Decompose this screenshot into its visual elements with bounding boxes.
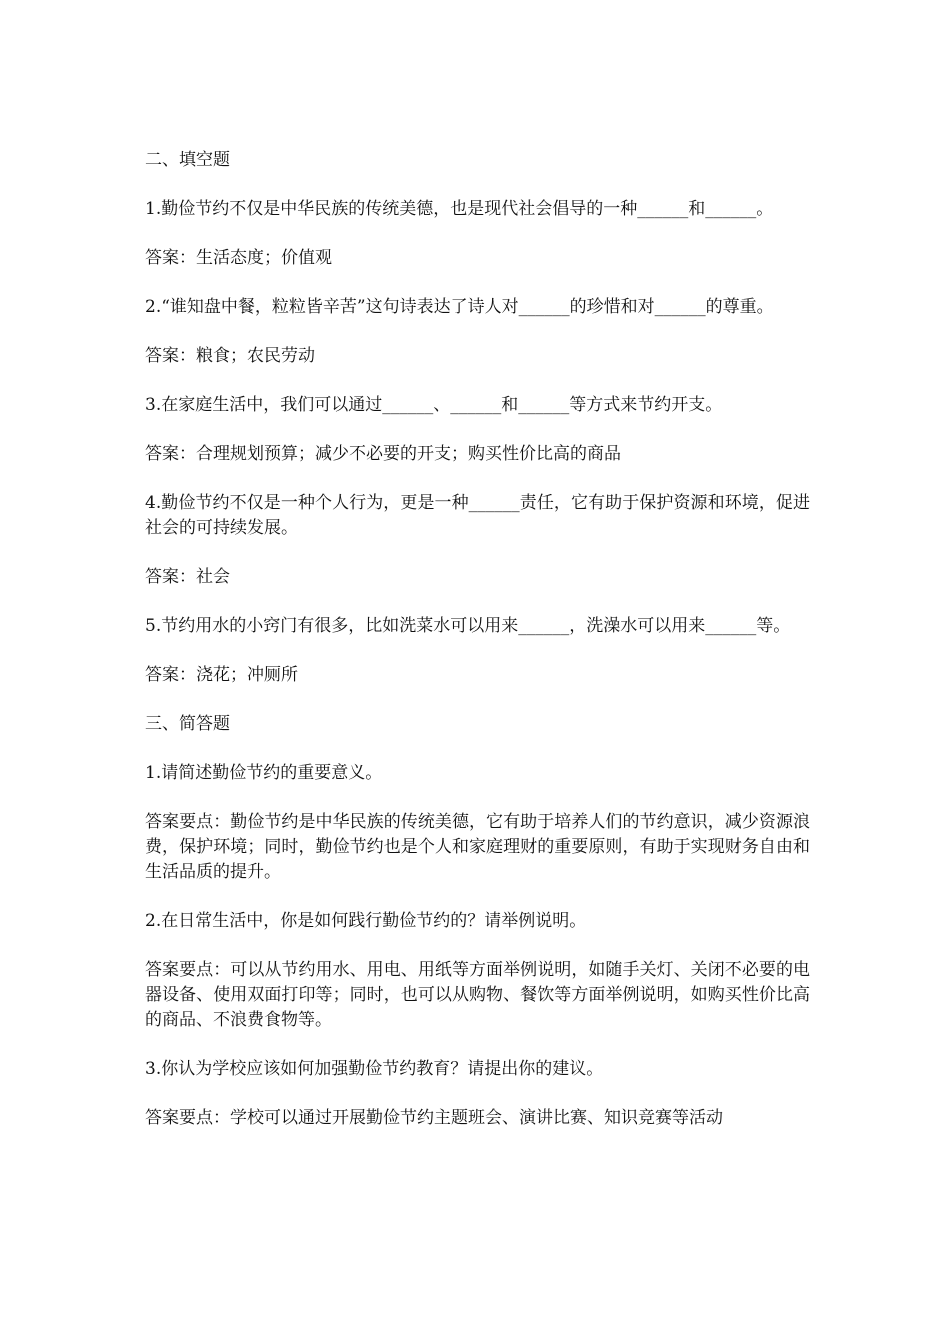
question-paragraph: 2.“谁知盘中餐，粒粒皆辛苦”这句诗表达了诗人对______的珍惜和对______的尊重。 — [145, 297, 774, 317]
answer-paragraph: 答案要点：可以从节约用水、用电、用纸等方面举例说明，如随手关灯、关闭不必要的电器设备、使用双面打印等；同时，也可以从购物、餐饮等方面举例说明，如购买性价比高的商品、不浪费食物等。 — [145, 960, 810, 1030]
answer-paragraph: 答案：生活态度；价值观 — [145, 248, 332, 268]
answer-paragraph: 答案：合理规划预算；减少不必要的开支；购买性价比高的商品 — [145, 444, 621, 464]
question-paragraph: 5.节约用水的小窍门有很多，比如洗菜水可以用来______，洗澡水可以用来______等。 — [145, 616, 791, 636]
answer-paragraph: 答案：粮食；农民劳动 — [145, 346, 315, 366]
question-paragraph: 4.勤俭节约不仅是一种个人行为，更是一种______责任，它有助于保护资源和环境，促进社会的可持续发展。 — [145, 493, 810, 538]
answer-paragraph: 答案要点：学校可以通过开展勤俭节约主题班会、演讲比赛、知识竞赛等活动 — [145, 1108, 723, 1128]
question-paragraph: 1.勤俭节约不仅是中华民族的传统美德，也是现代社会倡导的一种______和______。 — [145, 199, 774, 219]
answer-paragraph: 答案要点：勤俭节约是中华民族的传统美德，它有助于培养人们的节约意识，减少资源浪费，保护环境；同时，勤俭节约也是个人和家庭理财的重要原则，有助于实现财务自由和生活品质的提升。 — [145, 812, 810, 882]
answer-paragraph: 答案：社会 — [145, 567, 230, 587]
question-paragraph: 3.在家庭生活中，我们可以通过______、______和______等方式来节约开支。 — [145, 395, 723, 415]
question-paragraph: 1.请简述勤俭节约的重要意义。 — [145, 763, 383, 783]
section-heading-fill-in-blank: 二、填空题 — [145, 150, 230, 170]
document-page — [145, 148, 810, 1155]
question-paragraph: 2.在日常生活中，你是如何践行勤俭节约的？请举例说明。 — [145, 911, 587, 931]
question-paragraph: 3.你认为学校应该如何加强勤俭节约教育？请提出你的建议。 — [145, 1059, 604, 1079]
answer-paragraph: 答案：浇花；冲厕所 — [145, 665, 298, 685]
section-heading-short-answer: 三、简答题 — [145, 714, 230, 734]
